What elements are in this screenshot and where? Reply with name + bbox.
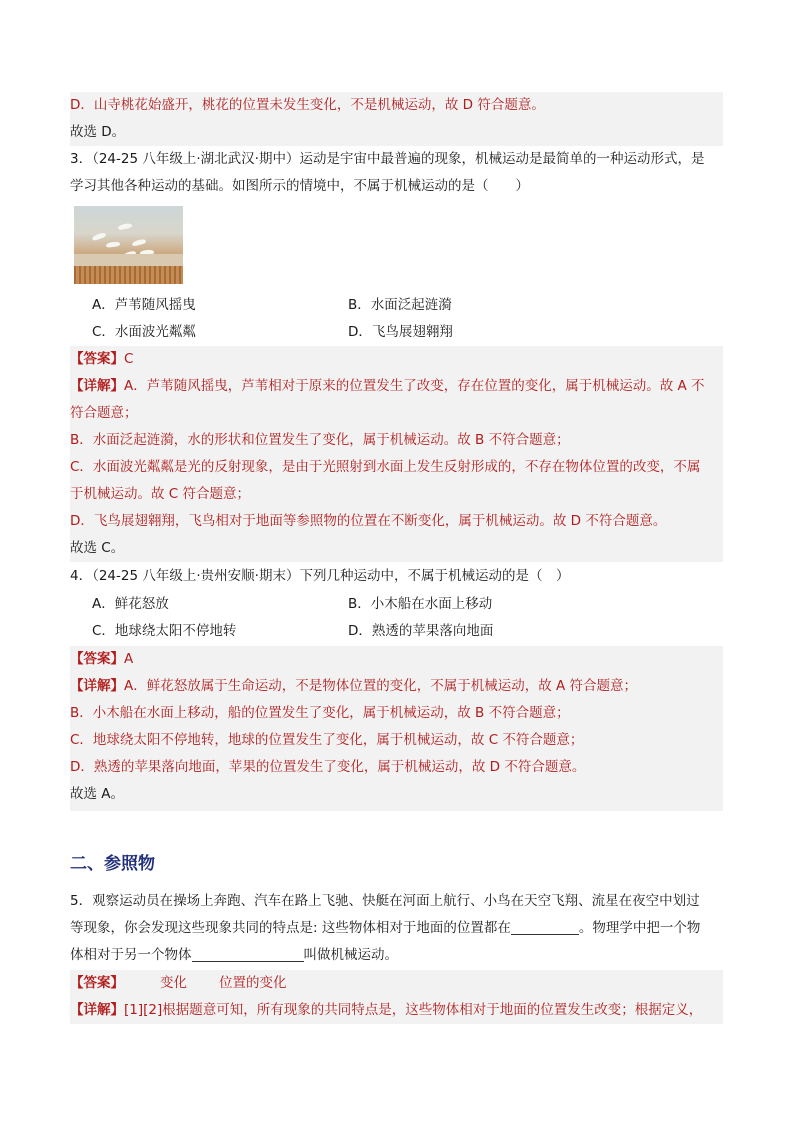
detail-tag: 【详解】 <box>70 378 124 394</box>
q4-detail-line4: D．熟透的苹果落向地面，苹果的位置发生了变化，属于机械运动，故 D 不符合题意。 <box>70 754 723 781</box>
detail-tag: 【详解】 <box>70 678 124 694</box>
q3-answer-row <box>70 346 723 373</box>
q2-option-d-explanation: D．山寺桃花始盛开，桃花的位置未发生变化，不是机械运动，故 D 符合题意。 <box>70 92 723 119</box>
q5-answer-1: 变化 <box>160 975 187 991</box>
q4-stem: 4．（24-25 八年级上·贵州安顺·期末）下列几种运动中，不属于机械运动的是（ ） <box>70 568 570 584</box>
q5-stem-line2 <box>70 915 723 942</box>
q5-blank-2 <box>192 945 304 962</box>
q5-answer-row <box>70 970 723 997</box>
q5-blank-1 <box>511 918 579 935</box>
q3-answer: C <box>124 351 134 367</box>
q3-option-d: D．飞鸟展翅翱翔 <box>348 324 453 340</box>
q4-detail-line2: B．小木船在水面上移动，船的位置发生了变化，属于机械运动，故 B 不符合题意； <box>70 700 723 727</box>
q4-option-c: C．地球绕太阳不停地转 <box>92 623 237 639</box>
q3-detail-line3: B．水面泛起涟漪，水的形状和位置发生了变化，属于机械运动。故 B 不符合题意； <box>70 427 723 454</box>
answer-tag: 【答案】 <box>70 351 124 367</box>
q4-answer: A <box>124 651 134 667</box>
q3-detail-line5: 于机械运动。故 C 符合题意； <box>70 481 723 508</box>
q3-option-a: A．芦苇随风摇曳 <box>92 297 196 313</box>
q5-detail-text1: [1][2]根据题意可知，所有现象的共同特点是，这些物体相对于地面的位置发生改变；根据定义， <box>124 1002 703 1018</box>
q3-detail-text1: A．芦苇随风摇曳，芦苇相对于原来的位置发生了改变，存在位置的变化，属于机械运动。故 A 不 <box>124 378 705 394</box>
q4-option-d: D．熟透的苹果落向地面 <box>348 623 494 639</box>
q3-option-b: B．水面泛起涟漪 <box>348 297 452 313</box>
q2-conclusion: 故选 D。 <box>70 119 723 146</box>
q3-option-c: C．水面波光粼粼 <box>92 324 196 340</box>
q3-conclusion: 故选 C。 <box>70 535 723 562</box>
q4-detail-line3: C．地球绕太阳不停地转，地球的位置发生了变化，属于机械运动，故 C 不符合题意； <box>70 727 723 754</box>
section-heading: 二、参照物 <box>70 854 155 874</box>
q5-stem-text3a: 体相对于另一个物体 <box>70 947 192 963</box>
q5-stem-line3 <box>70 942 723 969</box>
q4-detail-text1: A．鲜花怒放属于生命运动，不是物体位置的变化，不属于机械运动，故 A 符合题意； <box>124 678 638 694</box>
q3-detail-line2: 符合题意； <box>70 400 723 427</box>
detail-tag: 【详解】 <box>70 1002 124 1018</box>
q4-conclusion: 故选 A。 <box>70 781 723 811</box>
q5-stem-text3b: 叫做机械运动。 <box>303 947 398 963</box>
q5-stem-text2b: 。物理学中把一个物 <box>578 920 701 936</box>
q5-stem-text2a: 等现象，你会发现这些现象共同的特点是: 这些物体相对于地面的位置都在 <box>70 920 511 936</box>
q3-stem-line1: 3．（24-25 八年级上·湖北武汉·期中）运动是宇宙中最普遍的现象，机械运动是最简单的一种运动形式，是 <box>70 151 705 167</box>
birds-over-reeds-photo <box>74 206 183 284</box>
q5-answer-2: 位置的变化 <box>219 975 287 991</box>
q5-stem-line1: 5．观察运动员在操场上奔跑、汽车在路上飞驰、快艇在河面上航行、小鸟在天空飞翔、流星在夜空中划过 <box>70 893 700 909</box>
q4-answer-row <box>70 646 723 673</box>
q4-option-a: A．鲜花怒放 <box>92 596 169 612</box>
q5-detail-line1 <box>70 997 723 1024</box>
answer-tag: 【答案】 <box>70 975 124 991</box>
q4-detail-line1 <box>70 673 723 700</box>
q3-detail-line1 <box>70 373 723 400</box>
q3-detail-line4: C．水面波光粼粼是光的反射现象，是由于光照射到水面上发生反射形成的，不存在物体位置的改变，不属 <box>70 454 723 481</box>
q3-stem-line2: 学习其他各种运动的基础。如图所示的情境中，不属于机械运动的是（ ） <box>70 178 529 194</box>
q4-option-b: B．小木船在水面上移动 <box>348 596 493 612</box>
q3-detail-line6: D．飞鸟展翅翱翔，飞鸟相对于地面等参照物的位置在不断变化，属于机械运动。故 D 不符合题意。 <box>70 508 723 535</box>
answer-tag: 【答案】 <box>70 651 124 667</box>
